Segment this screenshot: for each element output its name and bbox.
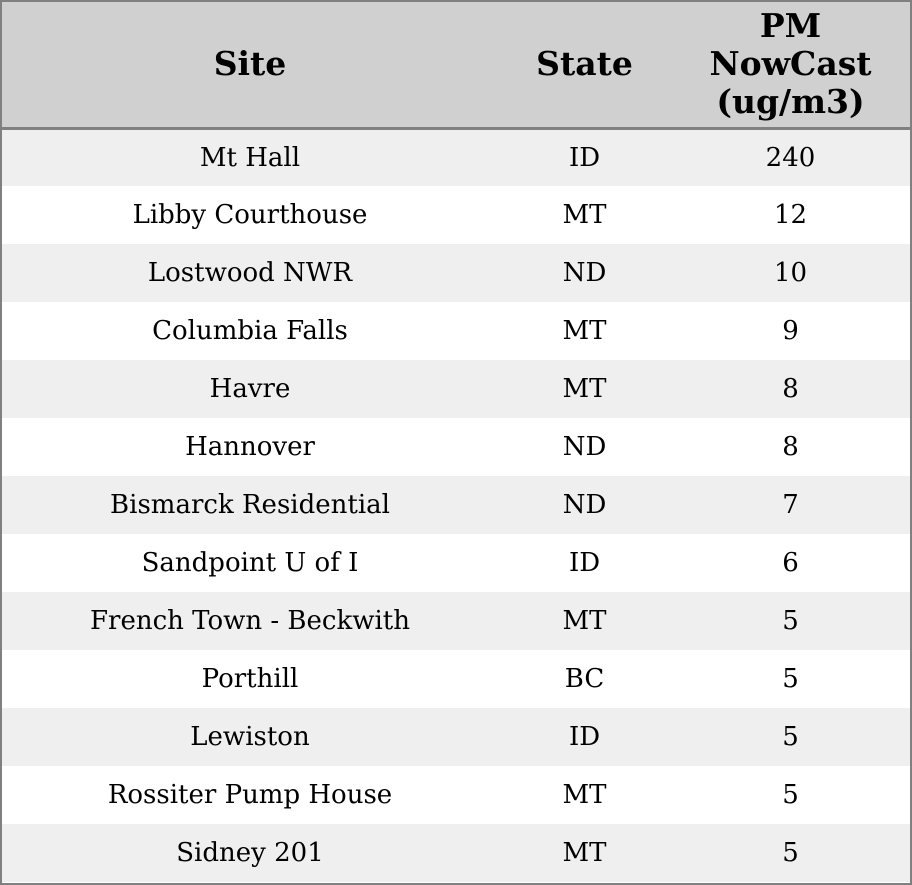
cell-site: Rossiter Pump House	[107, 780, 393, 810]
cell-pm-nowcast: 6	[782, 548, 799, 578]
table-row	[2, 824, 910, 882]
cell-state: ID	[568, 142, 601, 173]
cell-site: French Town - Beckwith	[89, 606, 411, 636]
table-row	[2, 128, 910, 186]
column-header-pm-nowcast[interactable]	[671, 2, 910, 128]
cell-pm-nowcast: 5	[782, 606, 799, 636]
cell-state: ND	[562, 258, 607, 288]
column-header-state[interactable]: State	[498, 2, 671, 128]
cell-pm-nowcast: 7	[782, 490, 799, 520]
cell-site: Bismarck Residential	[110, 490, 390, 520]
cell-pm-nowcast: 12	[773, 200, 808, 230]
cell-state: MT	[562, 780, 607, 810]
cell-state: MT	[562, 838, 607, 868]
cell-state: MT	[562, 316, 607, 346]
cell-pm-nowcast: 5	[782, 780, 799, 810]
cell-state: MT	[562, 606, 607, 636]
cell-site: Lostwood NWR	[147, 258, 353, 288]
cell-site: Havre	[209, 374, 291, 404]
table-row	[2, 186, 910, 244]
table-row	[2, 244, 910, 302]
table-body	[2, 128, 910, 882]
cell-site: Sandpoint U of I	[141, 548, 359, 578]
cell-pm-nowcast: 10	[773, 258, 808, 288]
table-header-row	[2, 2, 910, 128]
cell-pm-nowcast: 240	[765, 142, 816, 173]
cell-site: Hannover	[185, 432, 315, 462]
cell-site: Sidney 201	[176, 838, 324, 868]
cell-site: Libby Courthouse	[132, 200, 368, 230]
cell-pm-nowcast: 8	[782, 432, 799, 462]
cell-pm-nowcast: 8	[782, 374, 799, 404]
air-quality-table	[2, 2, 910, 882]
table-row	[2, 302, 910, 360]
cell-pm-nowcast: 9	[782, 316, 799, 346]
cell-pm-nowcast: 5	[782, 664, 799, 694]
cell-site: Porthill	[201, 664, 299, 694]
cell-state: ID	[568, 722, 601, 752]
cell-state: MT	[562, 374, 607, 404]
table-row	[2, 766, 910, 824]
cell-state: BC	[564, 664, 605, 694]
table-row	[2, 476, 910, 534]
table-row	[2, 534, 910, 592]
cell-site: Columbia Falls	[152, 316, 348, 346]
cell-pm-nowcast: 5	[782, 722, 799, 752]
cell-pm-nowcast: 5	[782, 838, 799, 868]
cell-state: ID	[568, 548, 601, 578]
cell-site: Mt Hall	[199, 142, 301, 173]
cell-state: MT	[562, 200, 607, 230]
column-header-pm-nowcast-label: PM NowCast (ug/m3)	[709, 6, 872, 122]
table-row	[2, 418, 910, 476]
table-row	[2, 650, 910, 708]
cell-state: ND	[562, 490, 607, 520]
cell-site: Lewiston	[190, 722, 310, 752]
table-row	[2, 592, 910, 650]
cell-state: ND	[562, 432, 607, 462]
table-row	[2, 360, 910, 418]
column-header-site[interactable]: Site	[2, 2, 498, 128]
table-row	[2, 708, 910, 766]
